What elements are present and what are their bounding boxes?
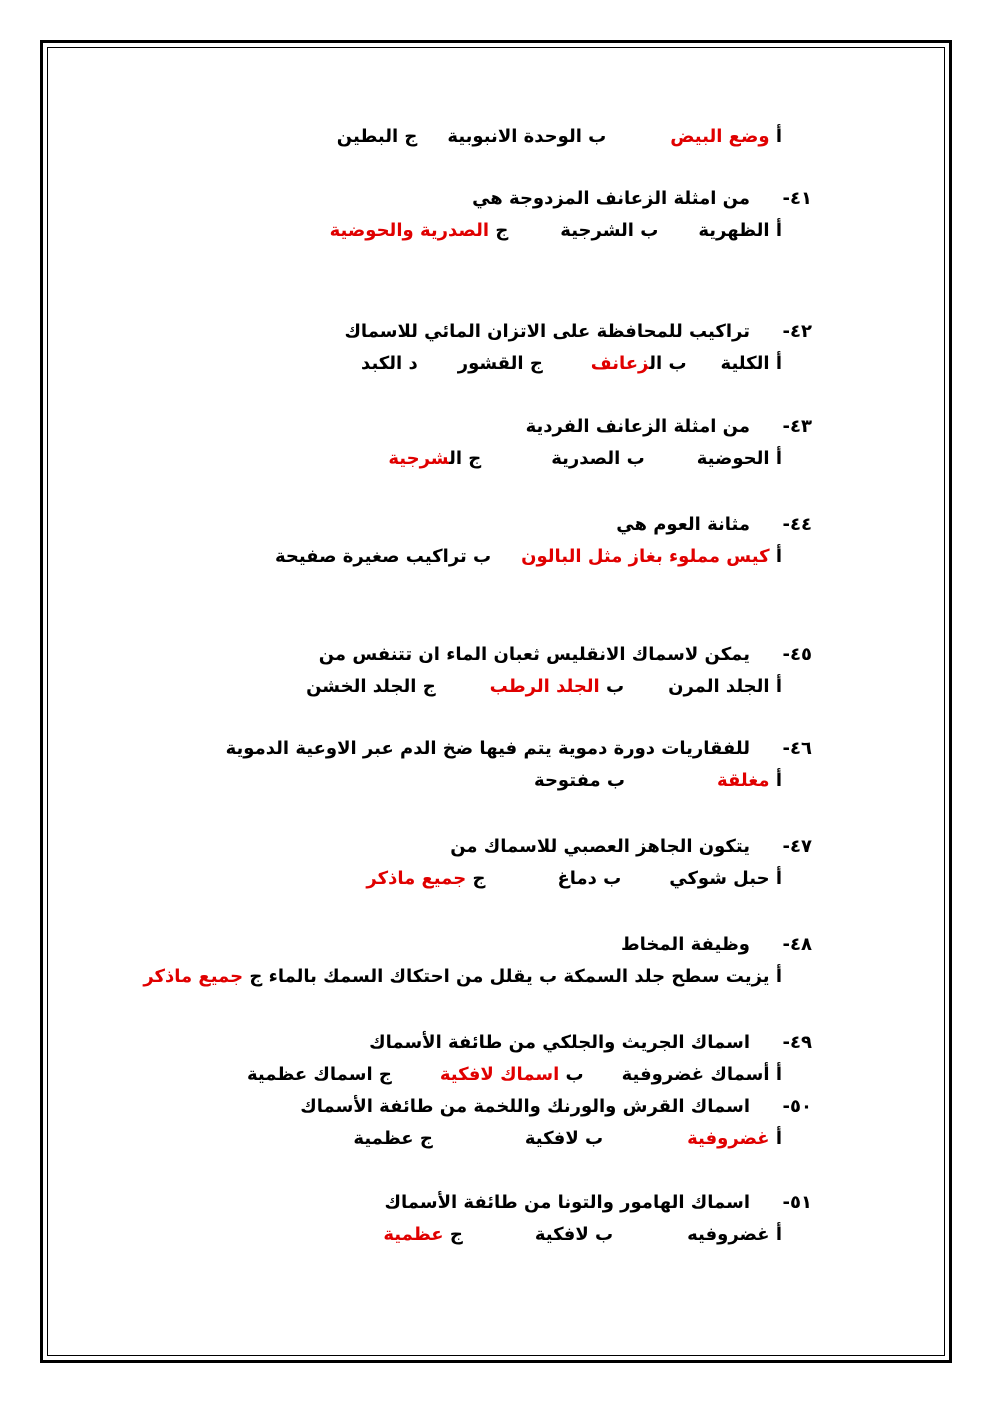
q45-number: ٤٥-	[782, 644, 812, 665]
q47-options	[366, 868, 782, 890]
q44-number: ٤٤-	[782, 514, 812, 535]
q51-option-c: ج عظمية	[383, 1224, 463, 1245]
q50-answer: غضروفية	[687, 1128, 770, 1149]
q42-option-c: ج القشور	[457, 353, 543, 374]
q49-text: اسماك الجريث والجلكي من طائفة الأسماك	[369, 1032, 750, 1053]
q42-text: تراكيب للمحافظة على الاتزان المائي للاسماك	[344, 321, 750, 342]
q42-question	[344, 321, 812, 343]
q48-question	[621, 934, 812, 956]
q47-option-c: ج جميع ماذكر	[366, 868, 486, 889]
q45-question	[319, 644, 812, 666]
q50-options	[353, 1128, 782, 1150]
q41-option-a: أ الظهرية	[698, 220, 782, 241]
q44-answer: كيس مملوء بغاز مثل البالون	[521, 546, 770, 567]
q42-number: ٤٢-	[782, 321, 812, 342]
q41-text: من امثلة الزعانف المزدوجة هي	[472, 188, 750, 209]
q41-options	[330, 220, 782, 242]
page-border-inner	[47, 47, 945, 1356]
q43-options	[388, 448, 782, 470]
q50-option-a: أ غضروفية	[687, 1128, 782, 1149]
q41-question	[472, 188, 812, 210]
q51-options	[383, 1224, 782, 1246]
q46-answer: مغلقة	[717, 770, 770, 791]
q42-answer: زعانف	[590, 353, 650, 374]
q51-number: ٥١-	[782, 1192, 812, 1213]
q51-text: اسماك الهامور والتونا من طائفة الأسماك	[384, 1192, 750, 1213]
q50-text: اسماك القرش والورنك واللخمة من طائفة الأسماك	[300, 1096, 750, 1117]
q49-number: ٤٩-	[782, 1032, 812, 1053]
q47-answer: جميع ماذكر	[366, 868, 467, 889]
q45-option-c: ج الجلد الخشن	[306, 676, 436, 697]
q49-question	[369, 1032, 812, 1054]
q51-answer: عظمية	[383, 1224, 444, 1245]
q51-question	[385, 1192, 812, 1214]
q46-options	[534, 770, 782, 792]
q44-question	[616, 514, 812, 536]
q41-option-b: ب الشرجية	[560, 220, 659, 241]
q49-option-c: ج اسماك عظمية	[247, 1064, 392, 1085]
q44-options	[275, 546, 782, 568]
q45-option-a: أ الجلد المرن	[668, 676, 782, 697]
q46-question	[226, 738, 812, 760]
q45-options	[306, 676, 782, 698]
q40-options	[337, 126, 782, 148]
q41-answer: الصدرية والحوضية	[329, 220, 490, 241]
q51-option-a: أ غضروفيه	[687, 1224, 782, 1245]
q43-option-c: ج الشرجية	[388, 448, 482, 469]
q43-option-a: أ الحوضية	[696, 448, 782, 469]
q49-option-b: ب اسماك لافكية	[439, 1064, 584, 1085]
q48-options	[143, 966, 782, 988]
q47-number: ٤٧-	[782, 836, 812, 857]
q40-answer: وضع البيض	[670, 126, 770, 147]
q48-text: وظيفة المخاط	[620, 934, 750, 955]
q43-number: ٤٣-	[782, 416, 812, 437]
q41-number: ٤١-	[782, 188, 812, 209]
q47-option-b: ب دماغ	[557, 868, 622, 889]
q51-option-b: ب لافكية	[534, 1224, 614, 1245]
q50-number: ٥٠-	[782, 1096, 812, 1117]
q50-option-b: ب لافكية	[524, 1128, 604, 1149]
q42-option-d: د الكبد	[361, 353, 418, 374]
q46-option-a: أ مغلقة	[717, 770, 782, 791]
q47-option-a: أ حبل شوكي	[669, 868, 782, 889]
q47-text: يتكون الجاهز العصبي للاسماك من	[450, 836, 750, 857]
q43-question	[526, 416, 812, 438]
q50-option-c: ج عظمية	[353, 1128, 433, 1149]
q44-text: مثانة العوم هي	[616, 514, 750, 535]
q45-text: يمكن لاسماك الانقليس ثعبان الماء ان تتنفس من	[318, 644, 750, 665]
q42-option-b: ب الزعانف	[590, 353, 687, 374]
q46-text: للفقاريات دورة دموية يتم فيها ضخ الدم عبر الاوعية الدموية	[225, 738, 750, 759]
q49-options	[247, 1064, 782, 1086]
q45-option-b: ب الجلد الرطب	[489, 676, 625, 697]
q42-options	[361, 353, 782, 375]
q43-option-b: ب الصدرية	[551, 448, 645, 469]
q48-options-text: أ يزيت سطح جلد السمكة ب يقلل من احتكاك السمك بالماء ج	[243, 966, 782, 987]
q40-option-c: ج البطين	[336, 126, 418, 147]
q49-answer: اسماك لافكية	[439, 1064, 560, 1085]
q49-option-a: أ أسماك غضروفية	[621, 1064, 782, 1085]
q40-option-a: أ وضع البيض	[670, 126, 782, 147]
q46-option-b: ب مفتوحة	[534, 770, 626, 791]
q48-number: ٤٨-	[782, 934, 812, 955]
q44-option-b: ب تراكيب صغيرة صفيحة	[274, 546, 492, 567]
q41-option-c: ج الصدرية والحوضية	[329, 220, 509, 241]
q43-answer: شرجية	[388, 448, 450, 469]
q43-text: من امثلة الزعانف الفردية	[525, 416, 750, 437]
q45-answer: الجلد الرطب	[489, 676, 600, 697]
q46-number: ٤٦-	[782, 738, 812, 759]
q47-question	[450, 836, 812, 858]
q44-option-a: أ كيس مملوء بغاز مثل البالون	[521, 546, 782, 567]
q42-option-a: أ الكلية	[720, 353, 782, 374]
q50-question	[300, 1096, 812, 1118]
q40-option-b: ب الوحدة الانبوبية	[447, 126, 607, 147]
q48-answer: جميع ماذكر	[143, 966, 244, 987]
